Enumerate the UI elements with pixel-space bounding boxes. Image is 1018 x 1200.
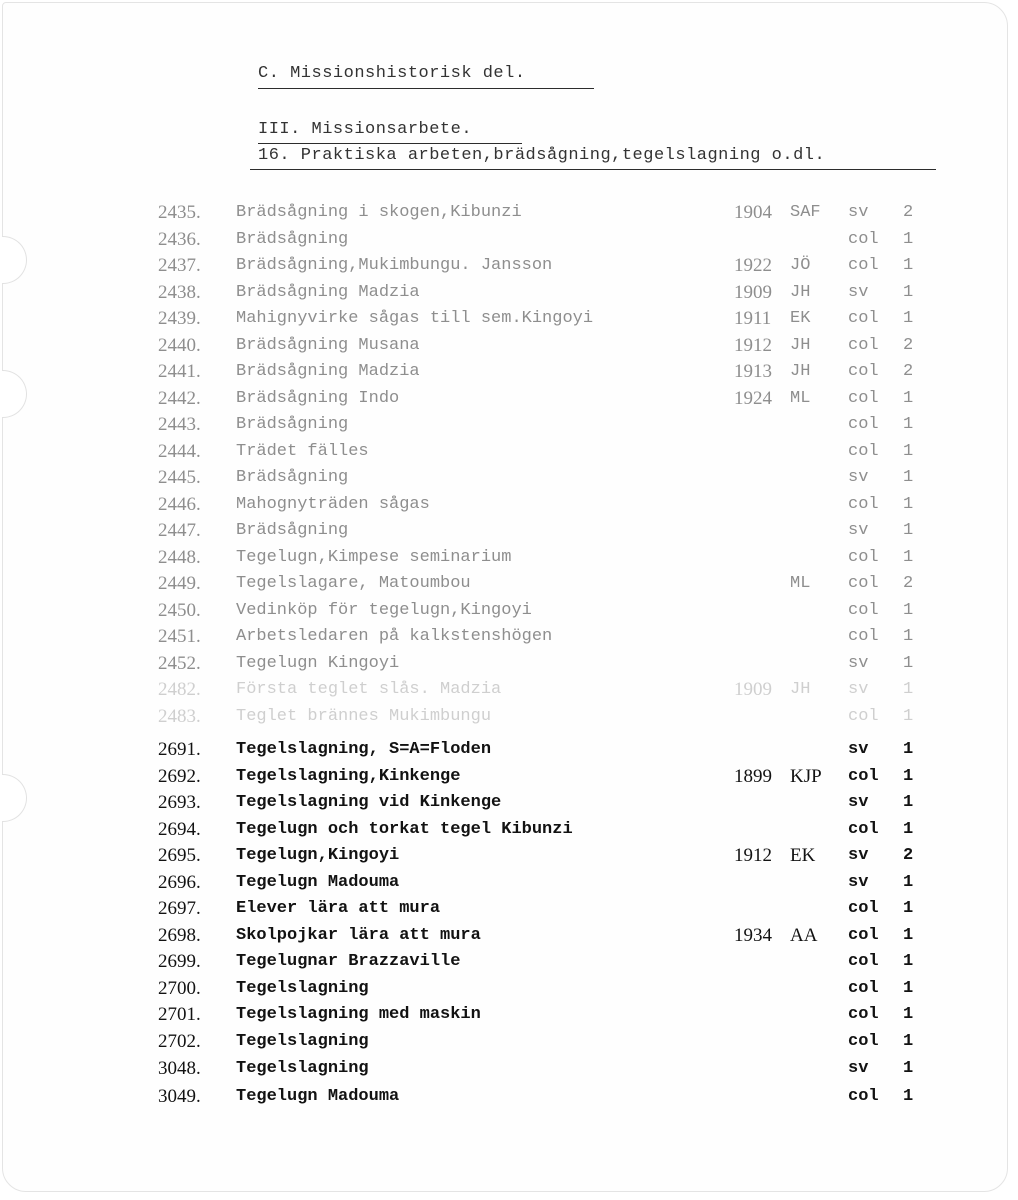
catalogue-row [158,624,958,650]
row-title: Tegelslagning,Kinkenge [236,767,461,786]
row-title: Tegelugn,Kingoyi [236,846,400,865]
row-num: 2700. [158,978,201,999]
row-cnt: 1 [903,767,914,786]
catalogue-row [158,359,958,385]
row-num: 2446. [158,494,201,515]
catalogue-row [158,764,958,790]
catalogue-row [158,976,958,1002]
row-title: Brädsågning [236,415,349,434]
row-num: 2447. [158,520,201,541]
catalogue-row [158,817,958,843]
row-cnt: 1 [903,740,914,759]
row-title: Tegelslagning, S=A=Floden [236,740,492,759]
row-num: 2441. [158,361,201,382]
row-year: 1909 [734,282,772,303]
row-cnt: 1 [903,680,914,699]
row-fmt: col [848,979,879,998]
row-num: 2699. [158,951,201,972]
row-num: 2437. [158,255,201,276]
catalogue-row [158,843,958,869]
row-num: 2443. [158,414,201,435]
row-cnt: 1 [903,548,914,567]
catalogue-row [158,949,958,975]
row-fmt: col [848,1087,879,1106]
row-cnt: 1 [903,793,914,812]
row-num: 2702. [158,1031,201,1052]
row-year: 1909 [734,679,772,700]
row-fmt: sv [848,846,869,865]
row-fmt: col [848,601,879,620]
row-who: JH [790,680,811,699]
subsection-heading: III. Missionsarbete. [258,120,473,139]
subsection-underline [258,143,522,144]
row-who: EK [790,309,811,328]
row-title: Brädsågning [236,230,349,249]
row-num: 2483. [158,706,201,727]
row-title: Tegelslagning vid Kinkenge [236,793,502,812]
catalogue-row [158,651,958,677]
catalogue-row [158,1029,958,1055]
row-fmt: col [848,627,879,646]
row-fmt: col [848,415,879,434]
topic-underline [250,169,936,170]
row-title: Vedinköp för tegelugn,Kingoyi [236,601,532,620]
row-cnt: 1 [903,979,914,998]
row-fmt: col [848,707,879,726]
row-title: Brädsågning i skogen,Kibunzi [236,203,522,222]
row-fmt: col [848,336,879,355]
catalogue-row [158,492,958,518]
row-title: Teglet brännes Mukimbungu [236,707,492,726]
row-cnt: 1 [903,627,914,646]
row-title: Tegelugn Madouma [236,1087,400,1106]
row-year: 1912 [734,335,772,356]
row-year: 1913 [734,361,772,382]
row-title: Brädsågning Musana [236,336,420,355]
row-cnt: 1 [903,1032,914,1051]
row-title: Tegelugn och torkat tegel Kibunzi [236,820,573,839]
row-num: 2445. [158,467,201,488]
row-title: Tegelugn Madouma [236,873,400,892]
row-title: Tegelslagning [236,1032,369,1051]
catalogue-row [158,923,958,949]
row-year: 1912 [734,845,772,866]
row-fmt: col [848,309,879,328]
row-cnt: 1 [903,230,914,249]
row-fmt: sv [848,203,869,222]
row-who: JH [790,283,811,302]
row-title: Första teglet slås. Madzia [236,680,502,699]
catalogue-row [158,439,958,465]
row-year: 1924 [734,388,772,409]
row-fmt: col [848,899,879,918]
catalogue-row [158,253,958,279]
catalogue-row [158,227,958,253]
row-cnt: 1 [903,707,914,726]
row-fmt: col [848,574,879,593]
row-year: 1922 [734,255,772,276]
row-fmt: col [848,230,879,249]
catalogue-row [158,737,958,763]
row-fmt: sv [848,283,869,302]
row-title: Tegelslagning [236,1059,369,1078]
section-underline [258,88,594,89]
catalogue-row [158,896,958,922]
row-num: 2438. [158,282,201,303]
catalogue-row [158,545,958,571]
row-cnt: 2 [903,203,914,222]
row-fmt: sv [848,1059,869,1078]
row-title: Brädsågning [236,521,349,540]
row-num: 2436. [158,229,201,250]
row-who: AA [790,925,818,946]
row-fmt: col [848,548,879,567]
row-title: Tegelugn,Kimpese seminarium [236,548,512,567]
catalogue-row [158,412,958,438]
row-cnt: 2 [903,846,914,865]
row-num: 2450. [158,600,201,621]
catalogue-row [158,333,958,359]
catalogue-row [158,386,958,412]
row-fmt: sv [848,521,869,540]
row-num: 2701. [158,1004,201,1025]
row-fmt: col [848,362,879,381]
row-title: Brädsågning [236,468,349,487]
row-cnt: 1 [903,926,914,945]
catalogue-row [158,704,958,730]
row-num: 2451. [158,626,201,647]
row-cnt: 1 [903,873,914,892]
catalogue-row [158,518,958,544]
row-title: Tegelugn Kingoyi [236,654,400,673]
row-who: EK [790,845,816,866]
row-title: Mahignyvirke sågas till sem.Kingoyi [236,309,594,328]
row-year: 1934 [734,925,772,946]
row-title: Tegelslagning [236,979,369,998]
row-cnt: 1 [903,495,914,514]
row-fmt: sv [848,468,869,487]
row-fmt: col [848,389,879,408]
row-cnt: 2 [903,336,914,355]
row-fmt: sv [848,680,869,699]
row-title: Brädsågning,Mukimbungu. Jansson [236,256,553,275]
row-num: 2698. [158,925,201,946]
catalogue-row [158,465,958,491]
row-who: ML [790,574,811,593]
row-cnt: 2 [903,362,914,381]
row-title: Elever lära att mura [236,899,441,918]
catalogue-row [158,1084,958,1110]
catalogue-row [158,306,958,332]
row-title: Tegelslagare, Matoumbou [236,574,471,593]
catalogue-row [158,571,958,597]
row-num: 2439. [158,308,201,329]
row-num: 2448. [158,547,201,568]
catalogue-row [158,677,958,703]
catalogue-row [158,790,958,816]
row-num: 2444. [158,441,201,462]
row-cnt: 1 [903,468,914,487]
row-num: 2442. [158,388,201,409]
row-cnt: 1 [903,283,914,302]
row-fmt: col [848,1005,879,1024]
row-num: 2691. [158,739,201,760]
row-num: 2440. [158,335,201,356]
row-fmt: col [848,1032,879,1051]
row-cnt: 2 [903,574,914,593]
row-fmt: col [848,926,879,945]
row-title: Brädsågning Madzia [236,362,420,381]
row-fmt: sv [848,740,869,759]
row-year: 1904 [734,202,772,223]
row-who: JH [790,362,811,381]
row-fmt: sv [848,793,869,812]
row-cnt: 1 [903,899,914,918]
row-who: ML [790,389,811,408]
row-num: 3048. [158,1058,201,1079]
row-title: Trädet fälles [236,442,369,461]
topic-heading: 16. Praktiska arbeten,brädsågning,tegelslagning o.dl. [258,146,826,165]
row-title: Skolpojkar lära att mura [236,926,481,945]
catalogue-row [158,1056,958,1082]
row-num: 2692. [158,766,201,787]
row-num: 2696. [158,872,201,893]
row-cnt: 1 [903,654,914,673]
row-cnt: 1 [903,1005,914,1024]
row-cnt: 1 [903,952,914,971]
row-cnt: 1 [903,309,914,328]
row-num: 2695. [158,845,201,866]
row-who: JH [790,336,811,355]
catalogue-row [158,280,958,306]
row-title: Mahognyträden sågas [236,495,430,514]
row-cnt: 1 [903,601,914,620]
section-heading: C. Missionshistorisk del. [258,64,526,83]
row-cnt: 1 [903,1087,914,1106]
row-fmt: col [848,952,879,971]
row-num: 2693. [158,792,201,813]
row-num: 2449. [158,573,201,594]
catalogue-row [158,200,958,226]
row-year: 1899 [734,766,772,787]
row-cnt: 1 [903,521,914,540]
row-fmt: col [848,767,879,786]
row-who: JÖ [790,256,811,275]
row-cnt: 1 [903,1059,914,1078]
row-year: 1911 [734,308,772,329]
row-cnt: 1 [903,415,914,434]
row-num: 2697. [158,898,201,919]
row-fmt: col [848,256,879,275]
row-cnt: 1 [903,820,914,839]
row-title: Tegelugnar Brazzaville [236,952,461,971]
row-num: 2452. [158,653,201,674]
row-title: Brädsågning Indo [236,389,400,408]
row-cnt: 1 [903,389,914,408]
row-fmt: col [848,442,879,461]
row-num: 2694. [158,819,201,840]
row-who: KJP [790,766,822,787]
row-num: 2435. [158,202,201,223]
row-num: 2482. [158,679,201,700]
row-cnt: 1 [903,256,914,275]
row-title: Arbetsledaren på kalkstenshögen [236,627,553,646]
row-fmt: sv [848,873,869,892]
row-fmt: col [848,820,879,839]
row-fmt: col [848,495,879,514]
catalogue-row [158,598,958,624]
row-fmt: sv [848,654,869,673]
catalogue-row [158,870,958,896]
row-cnt: 1 [903,442,914,461]
row-title: Tegelslagning med maskin [236,1005,481,1024]
row-who: SAF [790,203,821,222]
row-title: Brädsågning Madzia [236,283,420,302]
catalogue-row [158,1002,958,1028]
row-num: 3049. [158,1086,201,1107]
